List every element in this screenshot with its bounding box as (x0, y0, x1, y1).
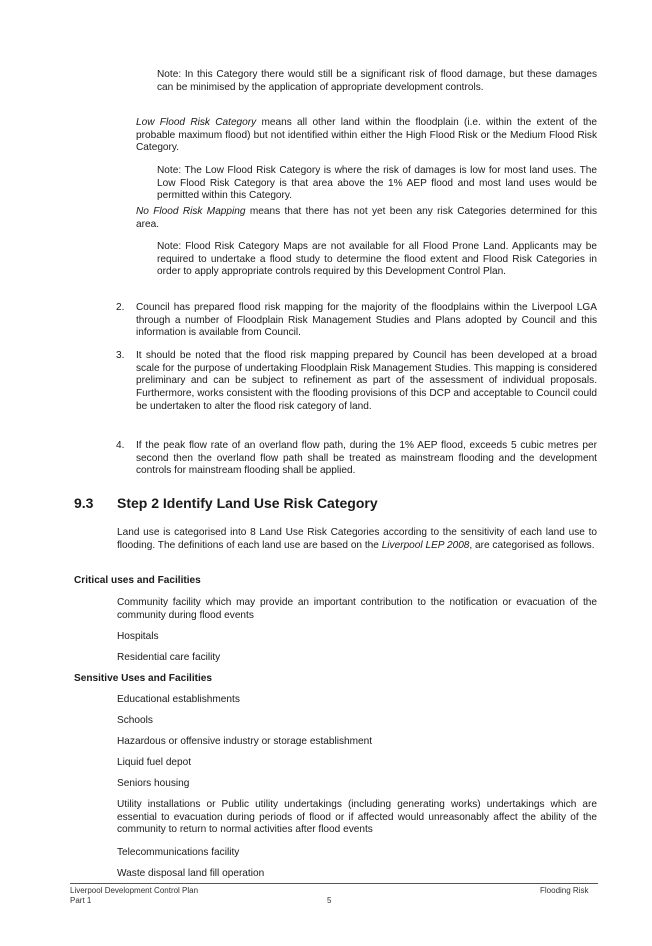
land-use-item: Residential care facility (117, 652, 221, 663)
term-low-flood-risk: Low Flood Risk Category (136, 117, 257, 128)
definition-no-flood-risk-mapping (136, 206, 597, 231)
section-number: 9.3 (74, 495, 94, 511)
definition-low-text: means all other land within the floodplain (i.e. within the extent of the probable maximum flood) but not identified within either the High Flood Risk or the Medium Flood Risk Category. (136, 117, 598, 154)
land-use-item: Hospitals (117, 631, 159, 642)
list-number: 4. (116, 440, 125, 451)
land-use-item: Waste disposal land fill operation (117, 868, 265, 879)
list-number: 2. (116, 302, 125, 313)
definition-low-flood-risk (136, 117, 597, 155)
footer-topic: Flooding Risk (540, 886, 589, 895)
land-use-item: Schools (117, 715, 153, 726)
section-intro (117, 527, 597, 552)
term-no-flood-risk-mapping: No Flood Risk Mapping (136, 206, 246, 217)
list-item: If the peak flow rate of an overland flow path, during the 1% AEP flood, exceeds 5 cubic metres per second then the overland flow path shall be treated as mainstream flooding and the development controls for mainstream flooding shall be applied. (136, 440, 597, 477)
land-use-item: Utility installations or Public utility undertakings (including generating works) undertakings which are essential to evacuation during periods of flood or if affected would unreasonably affect the ability of the community to return to normal activities after flood events (117, 799, 597, 836)
footer-page-number: 5 (327, 896, 332, 905)
critical-uses-heading: Critical uses and Facilities (74, 575, 201, 586)
section-title: Step 2 Identify Land Use Risk Category (117, 495, 378, 511)
list-number: 3. (116, 350, 125, 361)
note-medium-risk: Note: In this Category there would still be a significant risk of flood damage, but these damages can be minimised by the application of appropriate development controls. (157, 69, 597, 93)
list-item: Council has prepared flood risk mapping for the majority of the floodplains within the Liverpool LGA through a number of Floodplain Risk Management Studies and Plans adopted by Council and this information is available from Council. (136, 302, 597, 339)
land-use-item: Telecommunications facility (117, 847, 240, 858)
land-use-item: Hazardous or offensive industry or storage establishment (117, 736, 373, 747)
footer-document-title: Liverpool Development Control Plan (70, 886, 199, 895)
land-use-item: Seniors housing (117, 778, 190, 789)
land-use-item: Educational establishments (117, 694, 240, 705)
note-low-risk: Note: The Low Flood Risk Category is where the risk of damages is low for most land uses. The Low Flood Risk Category is that area above the 1% AEP flood and most land uses would be permitted within this Category. (157, 165, 597, 202)
footer-part: Part 1 (70, 896, 92, 905)
intro-text-end: , are categorised as follows. (469, 539, 595, 551)
land-use-item: Community facility which may provide an important contribution to the notification or evacuation of the community during flood events (117, 597, 597, 621)
intro-lep-reference: Liverpool LEP 2008 (381, 539, 470, 551)
definition-no-text: means that there has not yet been any risk Categories determined for this area. (136, 206, 597, 230)
note-maps: Note: Flood Risk Category Maps are not available for all Flood Prone Land. Applicants may be required to undertake a flood study to determine the flood extent and Flood Risk Categories in order to apply appropriate controls required by this Development Control Plan. (157, 241, 597, 278)
list-item: It should be noted that the flood risk mapping prepared by Council has been developed at a broad scale for the purpose of undertaking Floodplain Risk Management Studies. This mapping is considered preliminary and can be subject to refinement as part of the assessment of individual proposals. Furthermore, works consistent with the flooding provisions of this DCP and acceptable to Council could be undertaken to alter the flood risk category of land. (136, 350, 597, 412)
land-use-item: Liquid fuel depot (117, 757, 192, 768)
intro-text: Land use is categorised into 8 Land Use Risk Categories according to the sensitivity of each land use to flooding. The definitions of each land use are based on the (117, 527, 597, 551)
footer-divider (70, 883, 598, 884)
sensitive-uses-heading: Sensitive Uses and Facilities (74, 673, 213, 684)
